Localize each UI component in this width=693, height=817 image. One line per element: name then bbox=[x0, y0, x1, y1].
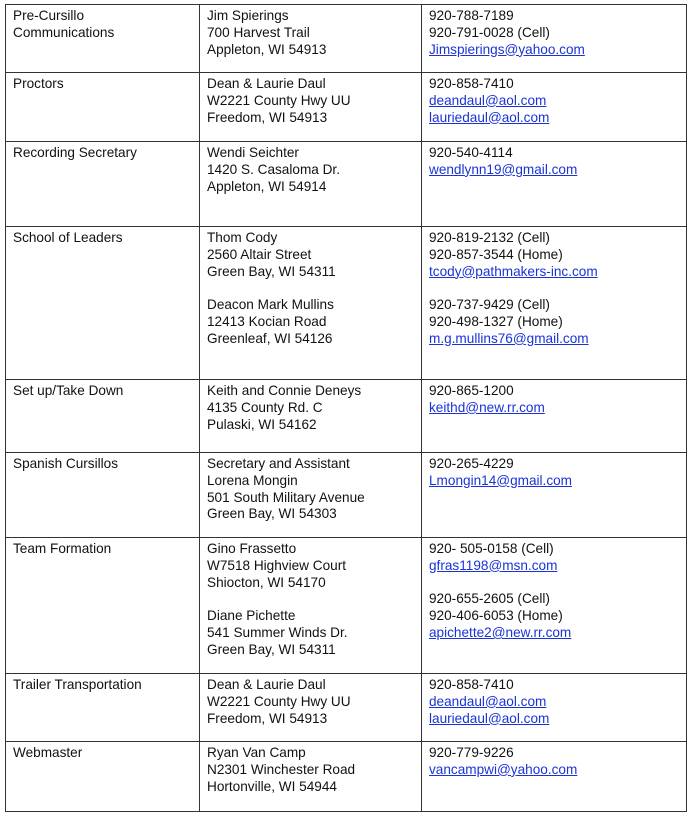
role-cell bbox=[6, 674, 200, 742]
address-line: N2301 Winchester Road bbox=[207, 761, 356, 777]
email-link[interactable]: deandaul@aol.com bbox=[429, 92, 547, 108]
contact-spacer bbox=[429, 575, 679, 592]
contact-directory-table bbox=[5, 4, 687, 812]
email-link[interactable]: deandaul@aol.com bbox=[429, 693, 547, 709]
phone-number: 920-788-7189 bbox=[429, 8, 514, 23]
contact-info-cell bbox=[422, 742, 687, 812]
phone-number: 920-540-4114 bbox=[429, 145, 513, 160]
contact-name: Keith and Connie Deneys bbox=[207, 383, 362, 398]
address-line: W7518 Highview Court bbox=[207, 557, 347, 573]
role-label: Recording Secretary bbox=[13, 145, 137, 160]
address-line: 12413 Kocian Road bbox=[207, 313, 327, 329]
contact-spacer bbox=[429, 280, 679, 297]
email-link[interactable]: lauriedaul@aol.com bbox=[429, 109, 550, 125]
contact-name: Diane Pichette bbox=[207, 608, 296, 624]
role-label: Spanish Cursillos bbox=[13, 456, 119, 471]
address-line: Green Bay, WI 54303 bbox=[207, 506, 337, 522]
address-cell bbox=[200, 453, 422, 538]
table-row-trailer-transportation bbox=[6, 674, 687, 742]
role-label: Trailer Transportation bbox=[13, 677, 142, 692]
role-cell bbox=[6, 227, 200, 380]
table-row-proctors bbox=[6, 73, 687, 142]
phone-number: 920-737-9429 (Cell) bbox=[429, 297, 550, 313]
table-row-pre-cursillo-communications bbox=[6, 5, 687, 73]
table-row-recording-secretary bbox=[6, 142, 687, 227]
contact-name: Ryan Van Camp bbox=[207, 745, 306, 760]
contact-name: Jim Spierings bbox=[207, 8, 289, 23]
role-cell bbox=[6, 142, 200, 227]
email-link[interactable]: Jimspierings@yahoo.com bbox=[429, 41, 585, 57]
contact-info-cell bbox=[422, 142, 687, 227]
email-link[interactable]: Lmongin14@gmail.com bbox=[429, 472, 573, 488]
contact-name: Thom Cody bbox=[207, 230, 278, 245]
phone-number: 920-865-1200 bbox=[429, 383, 514, 398]
contact-spacer bbox=[207, 591, 414, 608]
email-link[interactable]: lauriedaul@aol.com bbox=[429, 710, 550, 726]
table-row-spanish-cursillos bbox=[6, 453, 687, 538]
phone-number: 920-498-1327 (Home) bbox=[429, 313, 563, 329]
email-link[interactable]: wendlynn19@gmail.com bbox=[429, 161, 578, 177]
table-row-set-up-take-down bbox=[6, 380, 687, 453]
table-row-webmaster bbox=[6, 742, 687, 812]
contact-info-cell bbox=[422, 453, 687, 538]
address-line: Pulaski, WI 54162 bbox=[207, 416, 317, 432]
address-line: Lorena Mongin bbox=[207, 472, 298, 488]
email-link[interactable]: apichette2@new.rr.com bbox=[429, 624, 572, 640]
contact-info-cell bbox=[422, 380, 687, 453]
address-line: Green Bay, WI 54311 bbox=[207, 641, 336, 657]
contact-name: Gino Frassetto bbox=[207, 541, 297, 556]
phone-number: 920-265-4229 bbox=[429, 456, 514, 471]
address-cell bbox=[200, 142, 422, 227]
address-cell bbox=[200, 73, 422, 142]
role-label: Communications bbox=[13, 24, 115, 40]
address-line: Freedom, WI 54913 bbox=[207, 710, 328, 726]
role-label: Proctors bbox=[13, 76, 64, 91]
phone-number: 920-406-6053 (Home) bbox=[429, 608, 563, 624]
email-link[interactable]: keithd@new.rr.com bbox=[429, 399, 545, 415]
address-line: 541 Summer Winds Dr. bbox=[207, 624, 348, 640]
role-cell bbox=[6, 380, 200, 453]
role-cell bbox=[6, 453, 200, 538]
address-cell bbox=[200, 227, 422, 380]
address-line: 4135 County Rd. C bbox=[207, 399, 323, 415]
email-link[interactable]: gfras1198@msn.com bbox=[429, 557, 558, 573]
table-row-school-of-leaders bbox=[6, 227, 687, 380]
address-line: Greenleaf, WI 54126 bbox=[207, 330, 333, 346]
contact-info-cell bbox=[422, 538, 687, 674]
address-line: W2221 County Hwy UU bbox=[207, 92, 351, 108]
contact-info-cell bbox=[422, 674, 687, 742]
phone-number: 920-791-0028 (Cell) bbox=[429, 24, 550, 40]
email-link[interactable]: m.g.mullins76@gmail.com bbox=[429, 330, 589, 346]
contact-spacer bbox=[207, 280, 414, 297]
role-label: Team Formation bbox=[13, 541, 112, 556]
email-link[interactable]: vancampwi@yahoo.com bbox=[429, 761, 578, 777]
address-cell bbox=[200, 538, 422, 674]
contact-name: Deacon Mark Mullins bbox=[207, 297, 334, 313]
phone-number: 920-655-2605 (Cell) bbox=[429, 591, 550, 607]
address-line: Appleton, WI 54914 bbox=[207, 178, 327, 194]
role-cell bbox=[6, 73, 200, 142]
contact-info-cell bbox=[422, 227, 687, 380]
contact-name: Dean & Laurie Daul bbox=[207, 76, 326, 91]
address-line: Green Bay, WI 54311 bbox=[207, 263, 336, 279]
address-line: W2221 County Hwy UU bbox=[207, 693, 351, 709]
phone-number: 920-858-7410 bbox=[429, 677, 514, 692]
address-cell bbox=[200, 742, 422, 812]
table-row-team-formation bbox=[6, 538, 687, 674]
phone-number: 920-819-2132 (Cell) bbox=[429, 230, 550, 245]
contact-name: Wendi Seichter bbox=[207, 145, 299, 160]
phone-number: 920-779-9226 bbox=[429, 745, 514, 760]
role-cell bbox=[6, 742, 200, 812]
directory-body bbox=[6, 5, 687, 812]
address-line: Hortonville, WI 54944 bbox=[207, 778, 337, 794]
address-cell bbox=[200, 674, 422, 742]
phone-number: 920- 505-0158 (Cell) bbox=[429, 541, 554, 556]
address-line: Shiocton, WI 54170 bbox=[207, 574, 326, 590]
address-line: 700 Harvest Trail bbox=[207, 24, 310, 40]
role-label: Webmaster bbox=[13, 745, 83, 760]
address-cell bbox=[200, 380, 422, 453]
address-line: 1420 S. Casaloma Dr. bbox=[207, 161, 340, 177]
address-line: Appleton, WI 54913 bbox=[207, 41, 327, 57]
phone-number: 920-857-3544 (Home) bbox=[429, 246, 563, 262]
role-label: Set up/Take Down bbox=[13, 383, 124, 398]
role-cell bbox=[6, 5, 200, 73]
contact-name: Dean & Laurie Daul bbox=[207, 677, 326, 692]
address-cell bbox=[200, 5, 422, 73]
role-label: School of Leaders bbox=[13, 230, 123, 245]
contact-info-cell bbox=[422, 73, 687, 142]
role-cell bbox=[6, 538, 200, 674]
role-label: Pre-Cursillo bbox=[13, 8, 85, 23]
email-link[interactable]: tcody@pathmakers-inc.com bbox=[429, 263, 598, 279]
contact-name: Secretary and Assistant bbox=[207, 456, 350, 471]
phone-number: 920-858-7410 bbox=[429, 76, 514, 91]
address-line: Freedom, WI 54913 bbox=[207, 109, 328, 125]
contact-info-cell bbox=[422, 5, 687, 73]
address-line: 501 South Military Avenue bbox=[207, 489, 365, 505]
address-line: 2560 Altair Street bbox=[207, 246, 312, 262]
